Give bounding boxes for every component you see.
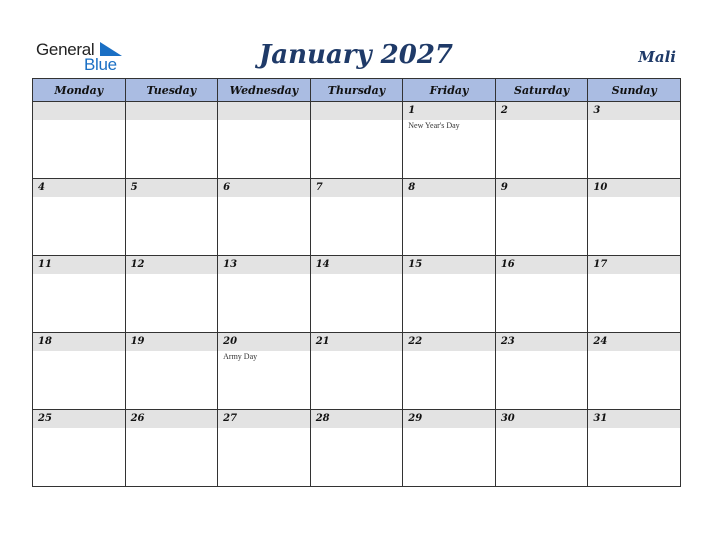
day-cell	[33, 333, 126, 410]
day-number-bar	[588, 410, 680, 428]
day-number: 28	[315, 413, 330, 424]
weekday-tuesday: Tuesday	[125, 79, 218, 102]
day-number: 3	[593, 105, 601, 116]
day-number-bar	[496, 102, 588, 120]
day-cell	[33, 256, 126, 333]
day-number: 8	[408, 182, 416, 193]
day-number: 29	[408, 413, 423, 424]
day-number-bar	[588, 102, 680, 120]
country-label: Mali	[638, 48, 676, 66]
day-number-bar	[403, 102, 495, 120]
day-cell	[588, 333, 681, 410]
weekday-sunday: Sunday	[588, 79, 681, 102]
holiday-label: New Year's Day	[408, 121, 460, 130]
day-cell	[588, 179, 681, 256]
day-number-bar	[33, 102, 125, 120]
day-number-bar	[126, 102, 218, 120]
day-number: 23	[500, 336, 515, 347]
day-cell	[125, 179, 218, 256]
day-cell	[125, 256, 218, 333]
day-cell	[403, 179, 496, 256]
day-number: 6	[223, 182, 231, 193]
week-row	[33, 256, 681, 333]
day-cell	[495, 179, 588, 256]
day-cell	[218, 333, 311, 410]
day-number: 31	[593, 413, 608, 424]
empty-day-cell	[310, 102, 403, 179]
week-row	[33, 410, 681, 487]
empty-day-cell	[218, 102, 311, 179]
day-number: 10	[593, 182, 608, 193]
day-cell	[588, 102, 681, 179]
day-number-bar	[496, 256, 588, 274]
day-cell	[33, 179, 126, 256]
day-number-bar	[33, 179, 125, 197]
day-number: 14	[315, 259, 330, 270]
day-number-bar	[311, 410, 403, 428]
day-cell	[403, 102, 496, 179]
day-cell	[310, 410, 403, 487]
day-number: 20	[223, 336, 238, 347]
day-number: 1	[408, 105, 416, 116]
day-number: 21	[315, 336, 330, 347]
day-number-bar	[588, 256, 680, 274]
day-number: 22	[408, 336, 423, 347]
day-number-bar	[33, 256, 125, 274]
day-number-bar	[126, 179, 218, 197]
empty-day-cell	[125, 102, 218, 179]
day-number-bar	[496, 410, 588, 428]
weekday-saturday: Saturday	[495, 79, 588, 102]
empty-day-cell	[33, 102, 126, 179]
day-number: 7	[315, 182, 323, 193]
day-number-bar	[33, 410, 125, 428]
day-cell	[125, 410, 218, 487]
day-number-bar	[311, 256, 403, 274]
weekday-friday: Friday	[403, 79, 496, 102]
weekday-header-row	[33, 79, 681, 102]
day-number-bar	[496, 179, 588, 197]
day-number-bar	[311, 179, 403, 197]
day-number-bar	[218, 256, 310, 274]
day-number-bar	[403, 179, 495, 197]
holiday-label: Army Day	[223, 352, 258, 361]
day-number: 15	[408, 259, 423, 270]
day-cell	[218, 410, 311, 487]
day-number-bar	[496, 333, 588, 351]
day-cell	[218, 179, 311, 256]
day-number: 26	[130, 413, 145, 424]
day-number-bar	[403, 410, 495, 428]
logo-general-text: General	[36, 40, 95, 59]
day-cell	[495, 256, 588, 333]
day-number: 17	[593, 259, 608, 270]
day-number-bar	[218, 410, 310, 428]
day-number: 12	[130, 259, 145, 270]
day-cell	[495, 410, 588, 487]
calendar-grid	[32, 78, 681, 487]
day-number-bar	[218, 102, 310, 120]
day-number-bar	[126, 256, 218, 274]
day-number: 16	[500, 259, 515, 270]
day-number: 2	[500, 105, 508, 116]
day-number-bar	[403, 333, 495, 351]
day-number-bar	[403, 256, 495, 274]
day-number: 19	[130, 336, 145, 347]
day-number-bar	[311, 102, 403, 120]
logo-blue-text: Blue	[84, 55, 117, 74]
day-number-bar	[588, 179, 680, 197]
day-number-bar	[126, 410, 218, 428]
day-number-bar	[311, 333, 403, 351]
day-cell	[403, 256, 496, 333]
day-number: 18	[38, 336, 52, 347]
day-cell	[310, 333, 403, 410]
day-cell	[403, 333, 496, 410]
day-cell	[125, 333, 218, 410]
day-cell	[218, 256, 311, 333]
weekday-monday: Monday	[33, 79, 126, 102]
day-cell	[310, 179, 403, 256]
day-number-bar	[218, 179, 310, 197]
day-number-bar	[218, 333, 310, 351]
weekday-wednesday: Wednesday	[218, 79, 311, 102]
day-cell	[403, 410, 496, 487]
day-number: 24	[593, 336, 608, 347]
day-number-bar	[126, 333, 218, 351]
day-number: 27	[223, 413, 238, 424]
day-number: 25	[38, 413, 52, 424]
day-number-bar	[588, 333, 680, 351]
week-row	[33, 102, 681, 179]
day-number: 13	[223, 259, 238, 270]
week-row	[33, 333, 681, 410]
day-cell	[588, 256, 681, 333]
weekday-thursday: Thursday	[310, 79, 403, 102]
week-row	[33, 179, 681, 256]
day-cell	[588, 410, 681, 487]
day-cell	[310, 256, 403, 333]
day-cell	[495, 102, 588, 179]
day-number-bar	[33, 333, 125, 351]
day-number: 5	[130, 182, 138, 193]
day-number: 11	[38, 259, 52, 270]
day-number: 9	[500, 182, 508, 193]
day-number: 4	[38, 182, 45, 193]
day-cell	[33, 410, 126, 487]
day-cell	[495, 333, 588, 410]
calendar-title: January 2027	[258, 40, 454, 70]
day-number: 30	[500, 413, 515, 424]
